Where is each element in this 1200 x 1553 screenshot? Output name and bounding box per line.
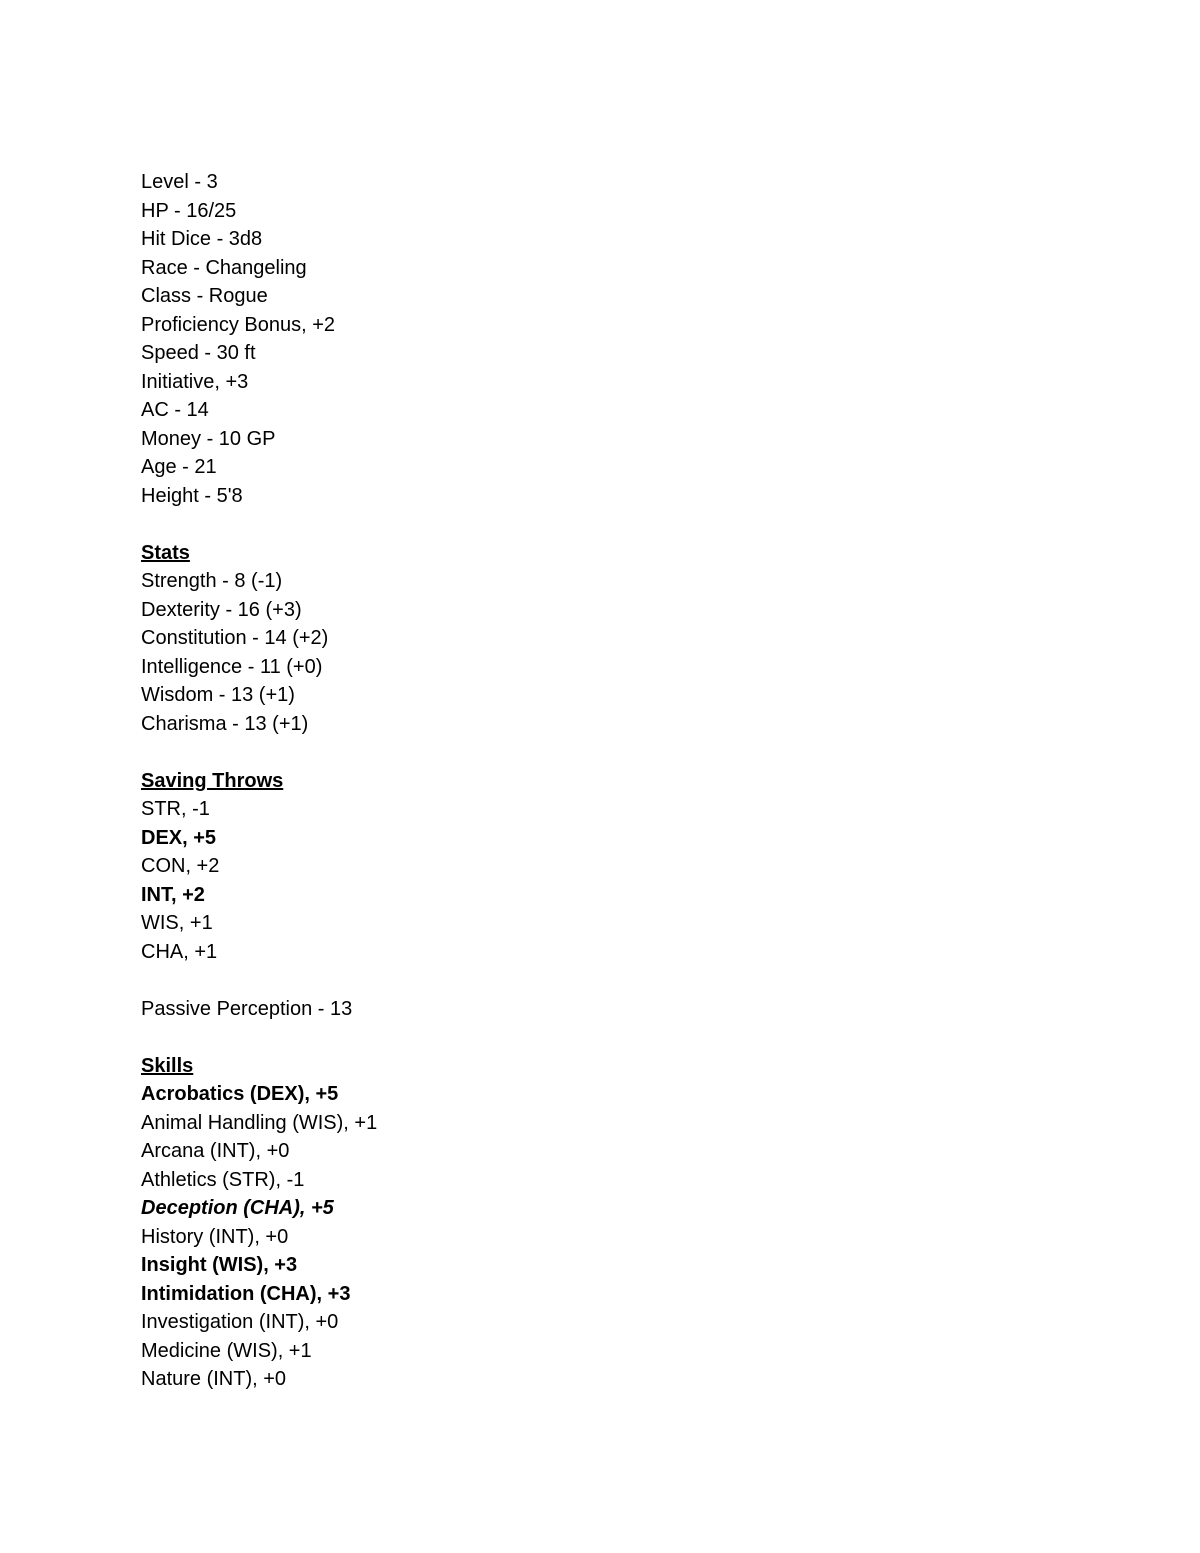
spacer <box>141 510 1041 539</box>
basic-ac: AC - 14 <box>141 399 209 421</box>
stats-section <box>141 539 1041 739</box>
basic-initiative: Initiative, +3 <box>141 370 249 393</box>
basic-hit-dice: Hit Dice - 3d8 <box>141 228 263 250</box>
skill-nature: Nature (INT), +0 <box>141 1368 287 1390</box>
save-cha: CHA, +1 <box>141 940 218 963</box>
character-sheet-page <box>141 168 1041 1394</box>
stats-heading: Stats <box>141 541 190 564</box>
skill-history: History (INT), +0 <box>141 1225 289 1248</box>
basic-class: Class - Rogue <box>141 285 268 307</box>
skill-animal-handling: Animal Handling (WIS), +1 <box>141 1111 378 1134</box>
skill-insight: Insight (WIS), +3 <box>141 1254 298 1276</box>
spacer <box>141 738 1041 767</box>
skill-arcana: Arcana (INT), +0 <box>141 1140 290 1162</box>
basic-race: Race - Changeling <box>141 256 307 279</box>
save-con: CON, +2 <box>141 855 220 877</box>
save-dex: DEX, +5 <box>141 826 217 849</box>
skills-section <box>141 1052 1041 1394</box>
stat-constitution: Constitution - 14 (+2) <box>141 627 329 649</box>
basic-hp: HP - 16/25 <box>141 199 237 222</box>
stat-wisdom: Wisdom - 13 (+1) <box>141 684 295 706</box>
skill-acrobatics: Acrobatics (DEX), +5 <box>141 1083 339 1105</box>
stat-intelligence: Intelligence - 11 (+0) <box>141 655 323 678</box>
spacer <box>141 1023 1041 1052</box>
save-str: STR, -1 <box>141 798 210 820</box>
stat-dexterity: Dexterity - 16 (+3) <box>141 598 302 621</box>
save-wis: WIS, +1 <box>141 912 213 934</box>
skill-medicine: Medicine (WIS), +1 <box>141 1339 312 1362</box>
skill-investigation: Investigation (INT), +0 <box>141 1311 339 1333</box>
saving-throws-heading: Saving Throws <box>141 769 284 792</box>
basic-money: Money - 10 GP <box>141 427 276 450</box>
basics-section <box>141 168 1041 510</box>
save-int: INT, +2 <box>141 883 205 906</box>
basic-age: Age - 21 <box>141 456 217 478</box>
spacer <box>141 966 1041 995</box>
basic-height: Height - 5'8 <box>141 484 243 507</box>
basic-proficiency-bonus: Proficiency Bonus, +2 <box>141 313 335 336</box>
skill-intimidation: Intimidation (CHA), +3 <box>141 1282 351 1305</box>
basic-speed: Speed - 30 ft <box>141 342 256 364</box>
passive-perception: Passive Perception - 13 <box>141 997 353 1020</box>
skill-athletics: Athletics (STR), -1 <box>141 1168 305 1191</box>
saving-throws-section <box>141 767 1041 967</box>
stat-strength: Strength - 8 (-1) <box>141 570 283 592</box>
stat-charisma: Charisma - 13 (+1) <box>141 712 309 735</box>
skill-deception: Deception (CHA), +5 <box>141 1197 334 1219</box>
skills-heading: Skills <box>141 1054 194 1077</box>
basic-level: Level - 3 <box>141 171 218 193</box>
